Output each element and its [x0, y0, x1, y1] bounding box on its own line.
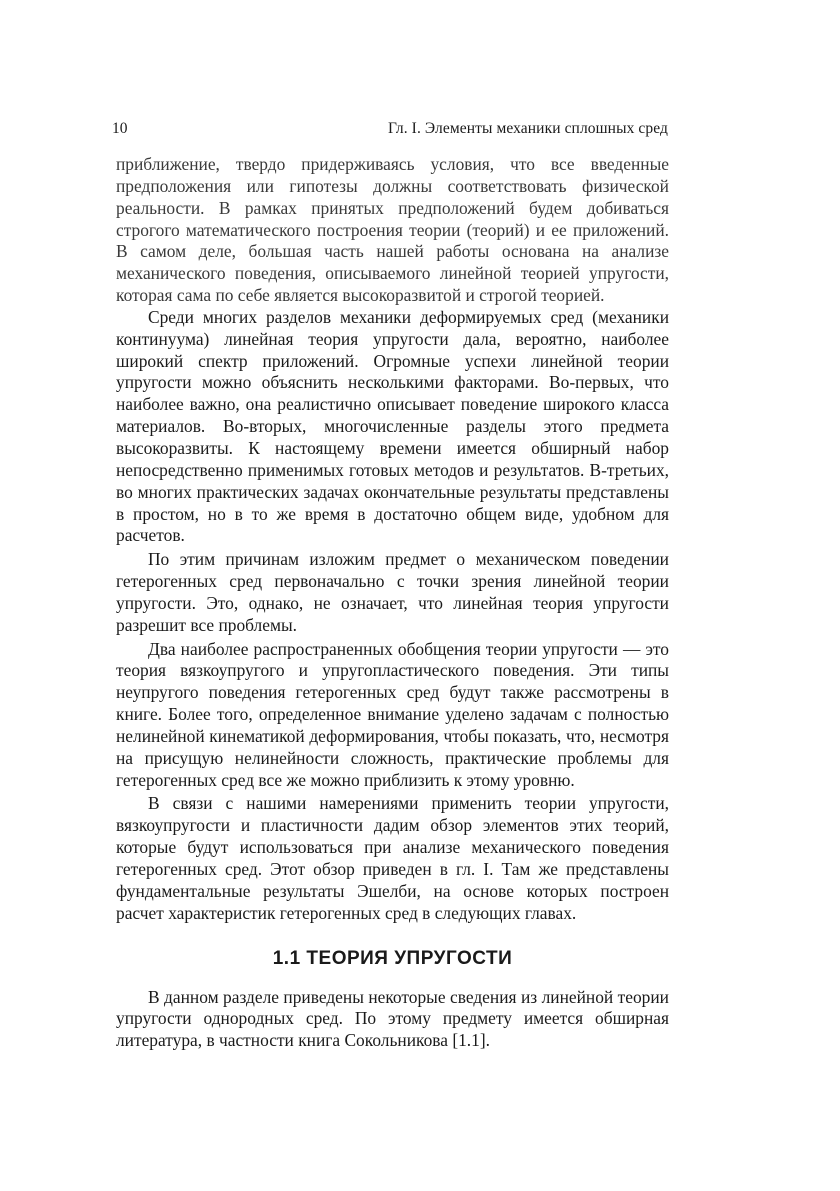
section-heading: 1.1 ТЕОРИЯ УПРУГОСТИ — [272, 947, 513, 969]
paragraph-overview: В связи с нашими намерениями применить теории упругости, вязкоупругости и пластичности дадим обзор элементов этих теорий, которые будут использоваться при анализе механического поведения гетерогенных сред. Этот обзор приведен в гл. I. Там же представлены фундаментальные результаты Эшелби, на основе которых построен расчет характеристик гетерогенных сред в следующих главах. — [116, 793, 669, 923]
paragraph-elasticity-applications: Среди многих разделов механики деформируемых сред (механики континуума) линейная теория упругости дала, вероятно, наиболее широкий спектр приложений. Огромные успехи линейной теории упругости можно объяснить несколькими факторами. Во-первых, что наиболее важно, она реалистично описывает поведение широкого класса материалов. Во-вторых, многочисленные разделы этого предмета высокоразвиты. К настоящему времени имеется обширный набор непосредственно применимых готовых методов и результатов. В-третьих, во многих практических задачах окончательные результаты представлены в простом, но в то же время в достаточно общем виде, удобном для расчетов. — [116, 306, 669, 546]
section-paragraph: В данном разделе приведены некоторые сведения из линейной теории упругости однородных сред. По этому предмету имеется обширная литература, в частности книга Сокольникова [1.1]. — [116, 986, 669, 1051]
body-text — [116, 154, 669, 1052]
paragraph-reasons: По этим причинам изложим предмет о механическом поведении гетерогенных сред первоначально с точки зрения линейной теории упругости. Это, однако, не означает, что линейная теория упругости разрешит все проблемы. — [116, 549, 669, 635]
paragraph-generalizations: Два наиболее распространенных обобщения теории упругости — это теория вязкоупругого и упругопластического поведения. Эти типы неупругого поведения гетерогенных сред будут также рассмотрены в книге. Более того, определенное внимание уделено задачам с полностью нелинейной кинематикой деформирования, чтобы показать, что, несмотря на присущую нелинейности сложность, практические проблемы для гетерогенных сред все же можно приблизить к этому уровню. — [116, 638, 669, 790]
paragraph-continuation: приближение, твердо придерживаясь условия, что все введенные предположения или гипотезы должны соответствовать физической реальности. В рамках принятых предположений будем добиваться строгого математического построения теории (теорий) и ее приложений. В самом деле, большая часть нашей работы основана на анализе механического поведения, описываемого линейной теорией упругости, которая сама по себе является высокоразвитой и строгой теорией. — [116, 154, 669, 306]
running-head — [112, 118, 668, 140]
chapter-title: Гл. I. Элементы механики сплошных сред — [388, 120, 668, 137]
page-number: 10 — [112, 120, 128, 137]
